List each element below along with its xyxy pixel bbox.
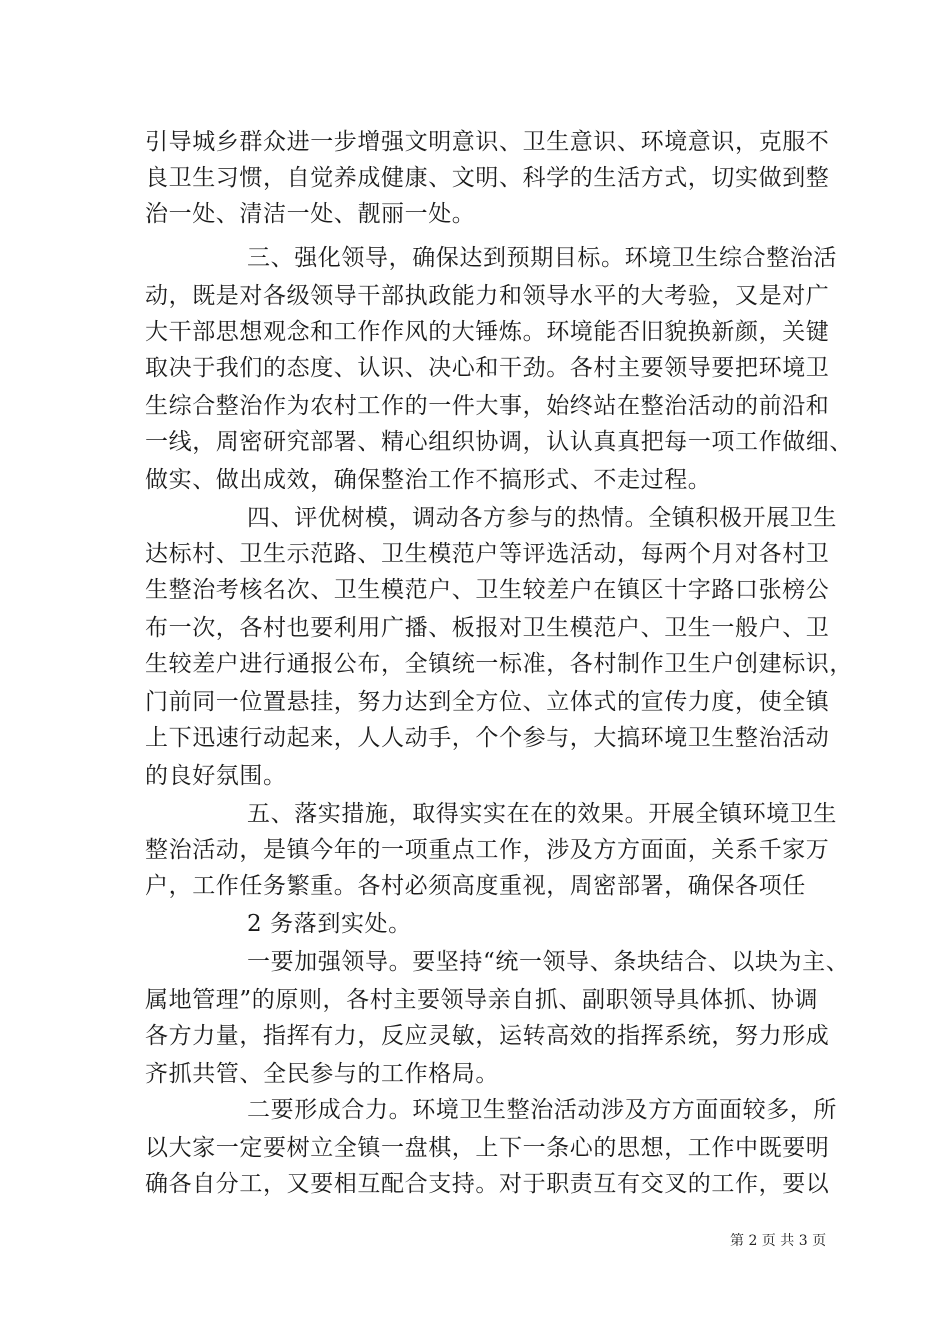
text-line: 确各自分工，又要相互配合支持。对于职责互有交叉的工作，要以 (145, 1171, 830, 1197)
text-line: 户，工作任务繁重。各村必须高度重视，周密部署，确保各项任 (145, 873, 806, 899)
text-line: 良卫生习惯，自觉养成健康、文明、科学的生活方式，切实做到整 (145, 165, 830, 191)
text-line: 上下迅速行动起来，人人动手，个个参与，大搞环境卫生整治活动 (145, 725, 830, 751)
section-three-heading-line: 三、强化领导，确保达到预期目标。环境卫生综合整治活 (247, 245, 837, 271)
text-line: 属地管理”的原则，各村主要领导亲自抓、副职领导具体抓、协调 (145, 987, 819, 1013)
point-two-heading-line: 二要形成合力。环境卫生整治活动涉及方方面面较多，所 (247, 1097, 837, 1123)
page-number-footer: 第 2 页 共 3 页 (730, 1233, 827, 1249)
section-five-heading-line: 五、落实措施，取得实实在在的效果。开展全镇环境卫生 (247, 801, 837, 827)
text-line: 大干部思想观念和工作作风的大锤炼。环境能否旧貌换新颜，关键 (145, 319, 830, 345)
text-line: 达标村、卫生示范路、卫生模范户等评选活动，每两个月对各村卫 (145, 541, 830, 567)
text-line: 的良好氛围。 (145, 763, 287, 789)
text-line: 齐抓共管、全民参与的工作格局。 (145, 1061, 499, 1087)
text-line: 取决于我们的态度、认识、决心和干劲。各村主要领导要把环境卫 (145, 355, 830, 381)
text-line: 生综合整治作为农村工作的一件大事，始终站在整治活动的前沿和 (145, 393, 830, 419)
text-line: 以大家一定要树立全镇一盘棋，上下一条心的思想，工作中既要明 (145, 1135, 830, 1161)
text-line: 整治活动，是镇今年的一项重点工作，涉及方方面面，关系千家万 (145, 837, 830, 863)
text-line: 生较差户进行通报公布，全镇统一标准，各村制作卫生户创建标识， (145, 651, 853, 677)
text-line: 一线，周密研究部署、精心组织协调，认认真真把每一项工作做细、 (145, 429, 853, 455)
text-line: 各方力量，指挥有力，反应灵敏，运转高效的指挥系统，努力形成 (145, 1023, 830, 1049)
text-line: 动，既是对各级领导干部执政能力和领导水平的大考验，又是对广 (145, 283, 830, 309)
section-four-heading-line: 四、评优树模，调动各方参与的热情。全镇积极开展卫生 (247, 505, 837, 531)
text-line: 门前同一位置悬挂，努力达到全方位、立体式的宣传力度，使全镇 (145, 689, 830, 715)
text-line: 治一处、清洁一处、靓丽一处。 (145, 201, 476, 227)
text-line: 做实、做出成效，确保整治工作不搞形式、不走过程。 (145, 467, 712, 493)
point-one-heading-line: 一要加强领导。要坚持“统一领导、条块结合、以块为主、 (247, 949, 850, 975)
text-line: 生整治考核名次、卫生模范户、卫生较差户在镇区十字路口张榜公 (145, 577, 830, 603)
text-line: 引导城乡群众进一步增强文明意识、卫生意识、环境意识，克服不 (145, 129, 830, 155)
text-line: 2 务落到实处。 (247, 911, 412, 937)
text-line: 布一次，各村也要利用广播、板报对卫生模范户、卫生一般户、卫 (145, 615, 830, 641)
